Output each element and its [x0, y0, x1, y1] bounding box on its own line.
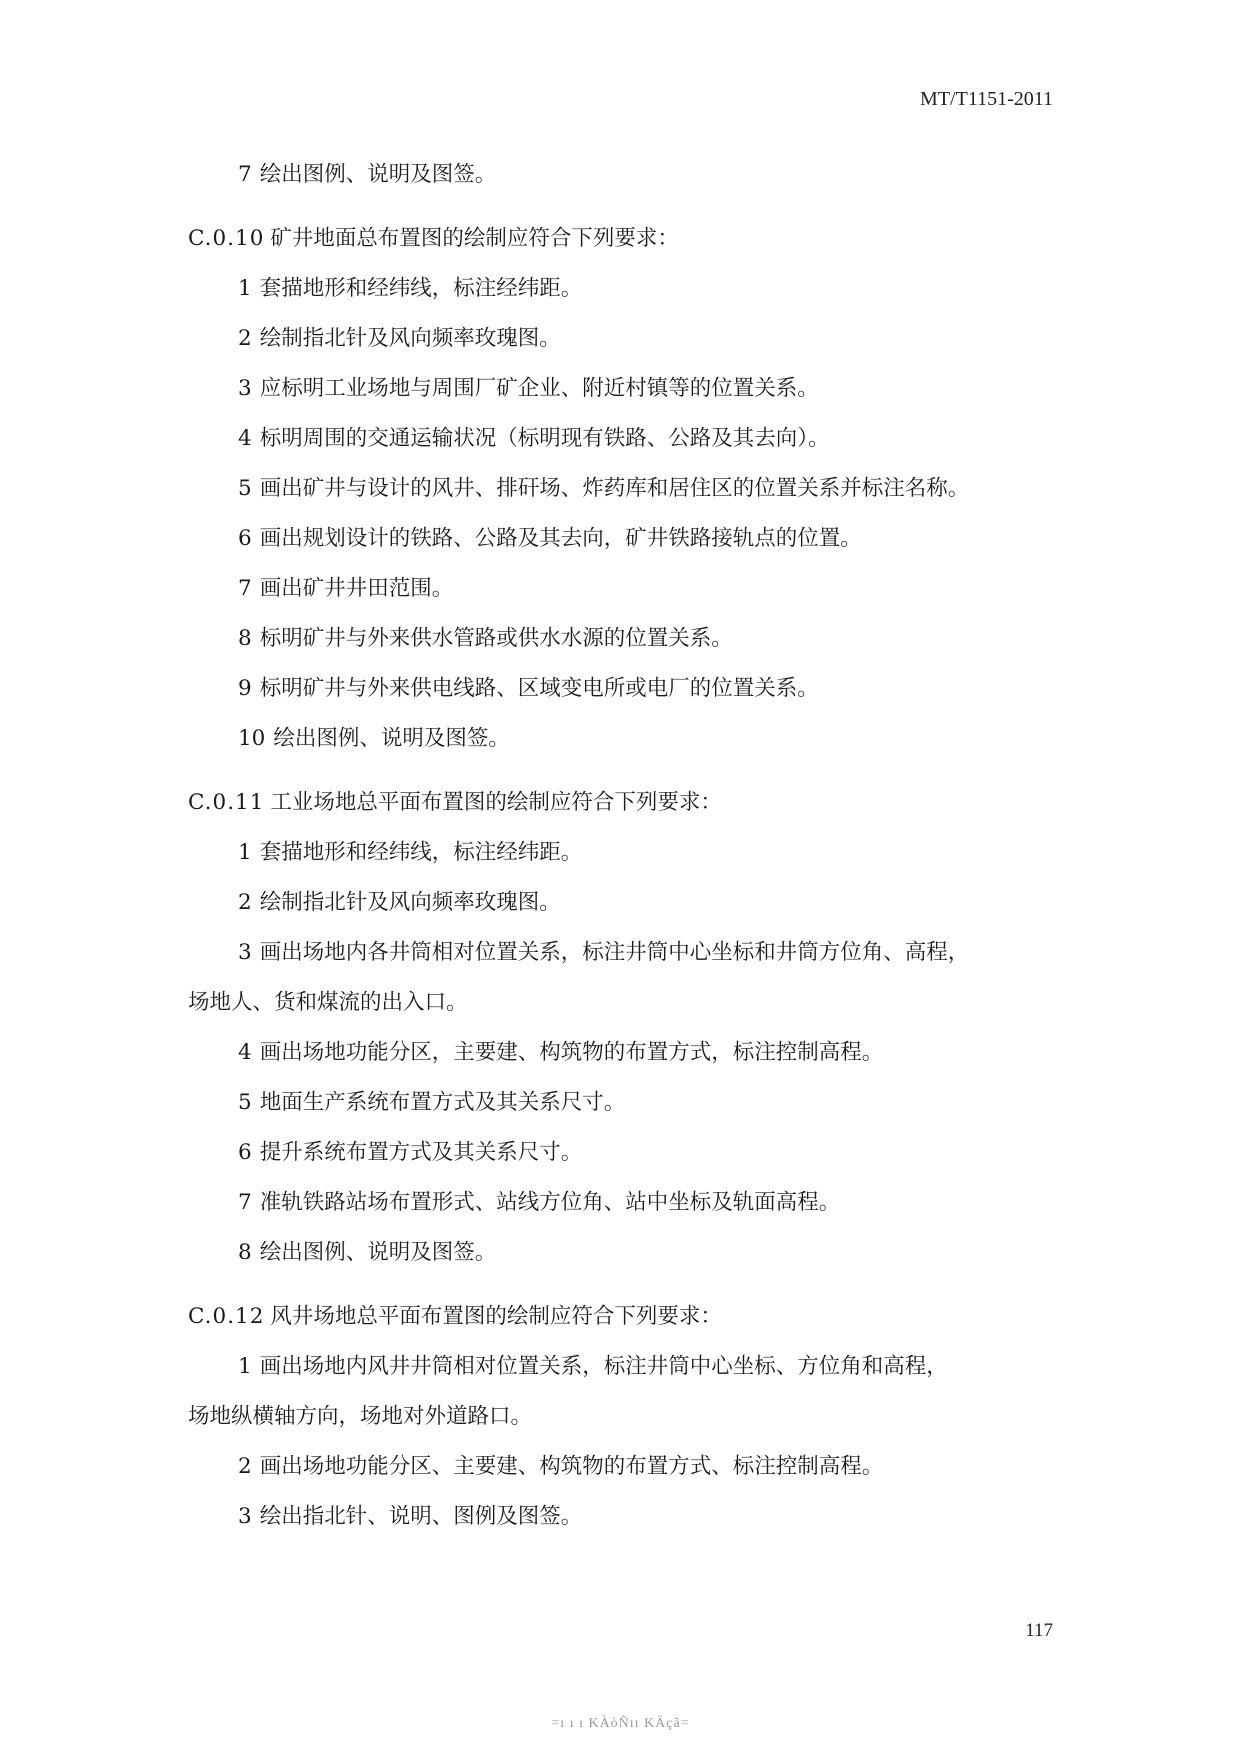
- item-text: 绘出图例、说明及图签。: [259, 1240, 497, 1265]
- item-number: 1: [238, 276, 252, 301]
- item-number: 4: [238, 426, 252, 451]
- item-number: 2: [238, 890, 252, 915]
- list-item: [188, 1078, 1068, 1128]
- item-text: 画出场地功能分区，主要建、构筑物的布置方式，标注控制高程。: [259, 1040, 884, 1065]
- document-body: [188, 150, 1068, 1542]
- list-item: [188, 264, 1068, 314]
- item-text: 画出场地内风井井筒相对位置关系，标注井筒中心坐标、方位角和高程，: [259, 1354, 948, 1379]
- item-text: 画出矿井井田范围。: [259, 576, 454, 601]
- list-item: [188, 664, 1068, 714]
- list-item: [188, 878, 1068, 928]
- page-number: 117: [1025, 1620, 1053, 1641]
- clause-text: 风井场地总平面布置图的绘制应符合下列要求：: [270, 1304, 722, 1329]
- clause-heading: [188, 214, 1068, 264]
- list-item: [188, 1228, 1068, 1278]
- item-text: 画出规划设计的铁路、公路及其去向，矿井铁路接轨点的位置。: [259, 526, 862, 551]
- list-item: [188, 1178, 1068, 1228]
- item-number: 8: [238, 1240, 252, 1265]
- list-item-multiline: [188, 928, 1068, 1028]
- list-item: [188, 1028, 1068, 1078]
- clause-number: C.0.10: [188, 226, 265, 251]
- list-item: [188, 714, 1068, 764]
- list-item: [188, 1128, 1068, 1178]
- item-number: 5: [238, 1090, 252, 1115]
- item-continuation-line: 场地人、货和煤流的出入口。: [188, 990, 468, 1015]
- footer-watermark: =ı ı ı KÀòÑıı KÄçã=: [551, 1716, 690, 1731]
- list-item: [188, 1492, 1068, 1542]
- item-number: 6: [238, 1140, 252, 1165]
- item-number: 10: [238, 726, 266, 751]
- item-first-line: [188, 928, 1068, 978]
- clause-text: 矿井地面总布置图的绘制应符合下列要求：: [270, 226, 679, 251]
- item-text: 套描地形和经纬线，标注经纬距。: [259, 840, 583, 865]
- list-item: [188, 150, 1068, 200]
- list-item: [188, 314, 1068, 364]
- item-number: 3: [238, 940, 252, 965]
- item-number: 1: [238, 840, 252, 865]
- item-text: 绘制指北针及风向频率玫瑰图。: [259, 890, 561, 915]
- item-number: 1: [238, 1354, 252, 1379]
- item-text: 套描地形和经纬线，标注经纬距。: [259, 276, 583, 301]
- item-text: 提升系统布置方式及其关系尺寸。: [259, 1140, 583, 1165]
- clause-number: C.0.11: [188, 790, 265, 815]
- item-continuation-line: 场地纵横轴方向，场地对外道路口。: [188, 1404, 533, 1429]
- list-item-multiline: [188, 1342, 1068, 1442]
- clause-text: 工业场地总平面布置图的绘制应符合下列要求：: [270, 790, 722, 815]
- item-number: 2: [238, 1454, 252, 1479]
- list-item: [188, 414, 1068, 464]
- item-text: 画出场地功能分区、主要建、构筑物的布置方式、标注控制高程。: [259, 1454, 884, 1479]
- list-item: [188, 614, 1068, 664]
- item-number: 3: [238, 376, 252, 401]
- item-text: 绘出图例、说明及图签。: [259, 162, 497, 187]
- document-code: MT/T1151-2011: [920, 88, 1053, 110]
- item-number: 9: [238, 676, 252, 701]
- list-item: [188, 514, 1068, 564]
- item-text: 标明矿井与外来供电线路、区域变电所或电厂的位置关系。: [259, 676, 819, 701]
- clause-number: C.0.12: [188, 1304, 265, 1329]
- list-item: [188, 364, 1068, 414]
- item-text: 绘出指北针、说明、图例及图签。: [259, 1504, 583, 1529]
- list-item: [188, 1442, 1068, 1492]
- item-text: 标明周围的交通运输状况（标明现有铁路、公路及其去向）。: [259, 426, 830, 451]
- item-number: 2: [238, 326, 252, 351]
- list-item: [188, 464, 1068, 514]
- item-number: 6: [238, 526, 252, 551]
- item-text: 准轨铁路站场布置形式、站线方位角、站中坐标及轨面高程。: [259, 1190, 841, 1215]
- clause-heading: [188, 778, 1068, 828]
- item-number: 7: [238, 162, 252, 187]
- item-text: 地面生产系统布置方式及其关系尺寸。: [259, 1090, 626, 1115]
- item-text: 画出矿井与设计的风井、排矸场、炸药库和居住区的位置关系并标注名称。: [259, 476, 970, 501]
- item-number: 7: [238, 576, 252, 601]
- list-item: [188, 564, 1068, 614]
- clause-heading: [188, 1292, 1068, 1342]
- item-first-line: [188, 1342, 1068, 1392]
- item-text: 标明矿井与外来供水管路或供水水源的位置关系。: [259, 626, 733, 651]
- item-number: 4: [238, 1040, 252, 1065]
- list-item: [188, 828, 1068, 878]
- item-text: 绘制指北针及风向频率玫瑰图。: [259, 326, 561, 351]
- item-number: 7: [238, 1190, 252, 1215]
- item-number: 5: [238, 476, 252, 501]
- item-text: 绘出图例、说明及图签。: [273, 726, 510, 751]
- item-text: 画出场地内各井筒相对位置关系，标注井筒中心坐标和井筒方位角、高程，: [259, 940, 970, 965]
- item-number: 3: [238, 1504, 252, 1529]
- item-text: 应标明工业场地与周围厂矿企业、附近村镇等的位置关系。: [259, 376, 819, 401]
- item-number: 8: [238, 626, 252, 651]
